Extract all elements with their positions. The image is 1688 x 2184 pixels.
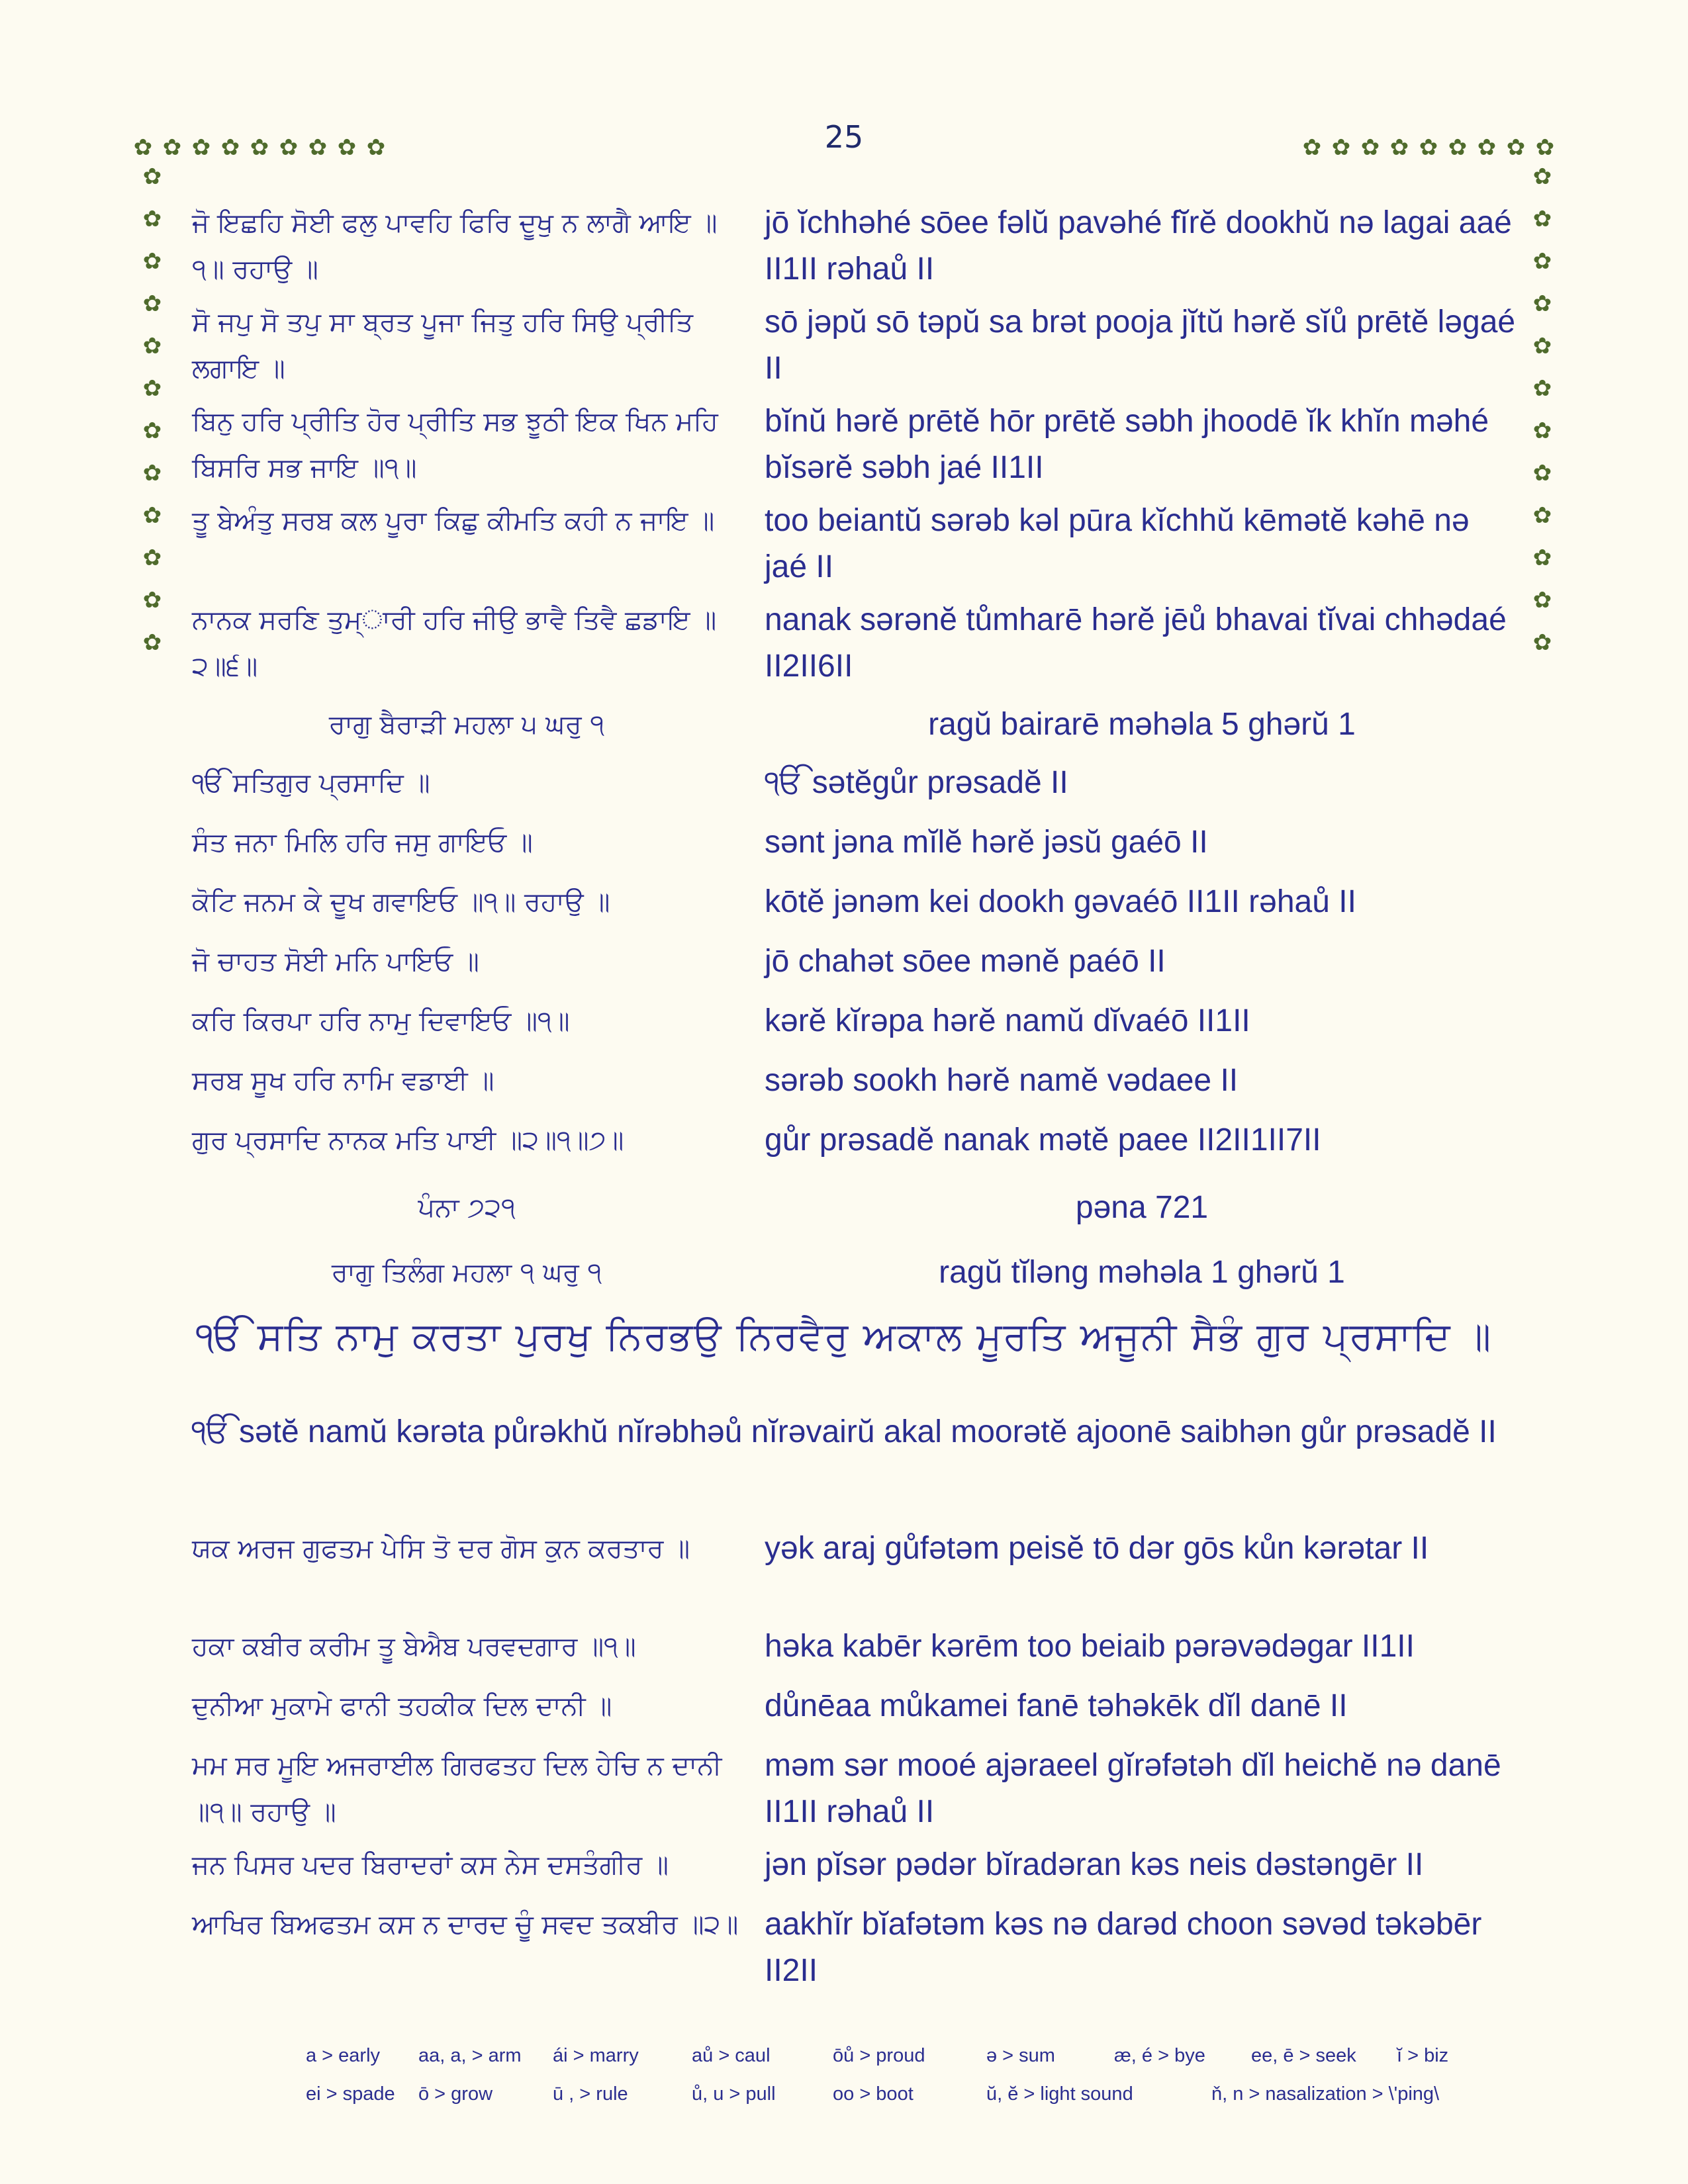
transliteration-line: sənt jəna mĭlĕ hərĕ jəsŭ gaéō II: [765, 825, 1208, 860]
raag-heading-translit: ragŭ bairarē məhəla 5 ghərŭ 1: [928, 707, 1356, 742]
flower-icon: ✿: [142, 502, 162, 529]
gurmukhi-line: ਕੋਟਿ ਜਨਮ ਕੇ ਦੂਖ ਗਵਾਇਓ ॥੧॥ ਰਹਾਉ ॥: [192, 887, 610, 917]
flower-icon: ✿: [142, 333, 162, 359]
flower-icon: ✿: [1360, 134, 1380, 161]
flower-icon: ✿: [250, 134, 269, 161]
flower-icon: ✿: [1532, 248, 1552, 275]
transliteration-line: aakhĭr bĭafətəm kəs nə darəd choon səvəd təkəbēr II2II: [765, 1907, 1482, 1988]
raag-heading: ਰਾਗੁ ਤਿਲੰਗ ਮਹਲਾ ੧ ਘਰੁ ੧: [331, 1257, 602, 1288]
flower-icon: ✿: [142, 248, 162, 275]
gurmukhi-line: ਆਖਿਰ ਬਿਅਫਤਮ ਕਸ ਨ ਦਾਰਦ ਚੂੰ ਸਵਦ ਤਕਬੀਰ ॥੨॥: [192, 1909, 739, 1940]
transliteration-line: too beiantŭ sərəb kəl pūra kĭchhŭ kēmətĕ kəhē nə jaé II: [765, 503, 1470, 584]
flower-icon: ✿: [142, 418, 162, 444]
transliteration-line: yək araj gůfətəm peisĕ tō dər gōs kůn kərətar II: [765, 1531, 1429, 1566]
flower-icon: ✿: [1532, 375, 1552, 402]
flower-icon: ✿: [1532, 163, 1552, 190]
flower-icon: ✿: [142, 460, 162, 486]
legend-item: ee, ē > seek: [1251, 2045, 1356, 2066]
transliteration-line: nanak sərənĕ tůmharē hərĕ jēů bhavai tĭvai chhədaé II2II6II: [765, 602, 1507, 684]
transliteration-line: bĭnŭ hərĕ prētĕ hōr prētĕ səbh jhoodē ĭk khĭn məhé bĭsərĕ səbh jaé II1II: [765, 404, 1489, 485]
flower-icon: ✿: [1532, 418, 1552, 444]
flower-icon: ✿: [1532, 206, 1552, 232]
gurmukhi-line: ਸਰਬ ਸੂਖ ਹਰਿ ਨਾਮਿ ਵਡਾਈ ॥: [192, 1066, 494, 1096]
transliteration-line: jō ĭchhəhé sōee fəlŭ pavəhé fĭrĕ dookhŭ nə lagai aaé II1II rəhaů II: [765, 205, 1512, 287]
transliteration-line: jən pĭsər pədər bĭradəran kəs neis dəstəngēr II: [765, 1847, 1424, 1882]
legend-item: ň, n > nasalization > \'ping\: [1211, 2083, 1440, 2105]
legend-item: oo > boot: [833, 2083, 914, 2105]
gurmukhi-line: ਯਕ ਅਰਜ ਗੁਫਤਮ ਪੇਸਿ ਤੋ ਦਰ ਗੋਸ ਕੁਨ ਕਰਤਾਰ ॥: [192, 1533, 690, 1564]
legend-item: æ, é > bye: [1114, 2045, 1205, 2066]
gurmukhi-line: ਜੋ ਚਾਹਤ ਸੋਈ ਮਨਿ ਪਾਇਓ ॥: [192, 946, 479, 977]
legend-item: ĭ > biz: [1397, 2045, 1449, 2066]
legend-item: ei > spade: [306, 2083, 395, 2105]
transliteration-line: ੴ sətĕgůr prəsadĕ II: [765, 765, 1068, 800]
flower-icon: ✿: [337, 134, 357, 161]
legend-item: ō > grow: [418, 2083, 493, 2105]
gurmukhi-line: ਸੋ ਜਪੁ ਸੋ ਤਪੁ ਸਾ ਬ੍ਰਤ ਪੂਜਾ ਜਿਤੁ ਹਰਿ ਸਿਉ ਪ੍ਰੀਤਿ ਲਗਾਇ ॥: [192, 307, 693, 384]
gurmukhi-line: ਮਮ ਸਰ ਮੂਇ ਅਜਰਾਈਲ ਗਿਰਫਤਹ ਦਿਲ ਹੇਚਿ ਨ ਦਾਨੀ ॥੧॥ ਰਹਾਉ ॥: [192, 1751, 722, 1827]
flower-icon: ✿: [1532, 629, 1552, 656]
flower-icon: ✿: [142, 206, 162, 232]
legend-item: ů, u > pull: [692, 2083, 776, 2105]
page-marker: ਪੰਨਾ ੭੨੧: [418, 1193, 516, 1223]
legend-item: ū , > rule: [553, 2083, 628, 2105]
flower-icon: ✿: [1532, 545, 1552, 571]
transliteration-line: kərĕ kĭrəpa hərĕ namŭ dĭvaéō II1II: [765, 1003, 1250, 1038]
flower-icon: ✿: [1448, 134, 1468, 161]
mool-mantar-translit: ੴ sətĕ namŭ kərəta půrəkhŭ nĭrəbhəů nĭrəvairŭ akal moorətĕ ajoonē saibhən gůr prəsadĕ II: [191, 1414, 1497, 1449]
transliteration-line: důnēaa můkamei fanē təhəkēk dĭl danē II: [765, 1688, 1348, 1723]
page-marker-translit: pəna 721: [1075, 1190, 1209, 1225]
raag-heading: ਰਾਗੁ ਬੈਰਾੜੀ ਮਹਲਾ ੫ ਘਰੁ ੧: [328, 709, 605, 740]
page-number: 25: [824, 119, 864, 155]
flower-icon: ✿: [1532, 333, 1552, 359]
flower-icon: ✿: [1419, 134, 1438, 161]
transliteration-line: jō chahət sōee mənĕ paéō II: [765, 944, 1166, 979]
flower-icon: ✿: [142, 587, 162, 614]
flower-icon: ✿: [142, 375, 162, 402]
transliteration-line: gůr prəsadĕ nanak mətĕ paee II2II1II7II: [765, 1122, 1321, 1158]
flower-icon: ✿: [1532, 587, 1552, 614]
gurmukhi-line: ਕਰਿ ਕਿਰਪਾ ਹਰਿ ਨਾਮੁ ਦਿਵਾਇਓ ॥੧॥: [192, 1006, 570, 1036]
flower-icon: ✿: [191, 134, 211, 161]
legend-item: ə > sum: [986, 2045, 1055, 2066]
gurmukhi-line: ਜੋ ਇਛਹਿ ਸੋਈ ਫਲੁ ਪਾਵਹਿ ਫਿਰਿ ਦੂਖੁ ਨ ਲਾਗੈ ਆਇ ॥੧॥ ਰਹਾਉ ॥: [192, 208, 718, 285]
flower-icon: ✿: [1506, 134, 1526, 161]
flower-icon: ✿: [142, 629, 162, 656]
flower-icon: ✿: [142, 163, 162, 190]
legend-item: ái > marry: [553, 2045, 639, 2066]
legend-item: a > early: [306, 2045, 381, 2066]
flower-icon: ✿: [162, 134, 182, 161]
legend-item: aů > caul: [692, 2045, 771, 2066]
gurmukhi-line: ਸੰਤ ਜਨਾ ਮਿਲਿ ਹਰਿ ਜਸੁ ਗਾਇਓ ॥: [192, 827, 533, 858]
transliteration-line: sərəb sookh hərĕ namĕ vədaee II: [765, 1063, 1239, 1098]
flower-icon: ✿: [1535, 134, 1555, 161]
mool-mantar: ੴ ਸਤਿ ਨਾਮੁ ਕਰਤਾ ਪੁਰਖੁ ਨਿਰਭਉ ਨਿਰਵੈਰੁ ਅਕਾਲ ਮੂਰਤਿ ਅਜੂਨੀ ਸੈਭੰ ਗੁਰ ਪ੍ਰਸਾਦਿ ॥: [195, 1314, 1493, 1359]
legend-item: ōů > proud: [833, 2045, 925, 2066]
flower-icon: ✿: [1302, 134, 1322, 161]
flower-icon: ✿: [220, 134, 240, 161]
flower-icon: ✿: [1477, 134, 1497, 161]
transliteration-line: məm sər mooé ajəraeel gĭrəfətəh dĭl heichĕ nə danē II1II rəhaů II: [765, 1748, 1501, 1829]
gurmukhi-line: ਤੂ ਬੇਅੰਤੁ ਸਰਬ ਕਲ ਪੂਰਾ ਕਿਛੁ ਕੀਮਤਿ ਕਹੀ ਨ ਜਾਇ ॥: [192, 506, 715, 536]
flower-icon: ✿: [1532, 291, 1552, 317]
raag-heading-translit: ragŭ tĭləng məhəla 1 ghərŭ 1: [939, 1255, 1345, 1290]
transliteration-line: sō jəpŭ sō təpŭ sa brət pooja jĭtŭ hərĕ sĭů prētĕ ləgaé II: [765, 304, 1516, 386]
flower-icon: ✿: [1389, 134, 1409, 161]
gurmukhi-line: ੴ ਸਤਿਗੁਰ ਪ੍ਰਸਾਦਿ ॥: [192, 768, 430, 798]
flower-icon: ✿: [1331, 134, 1351, 161]
gurmukhi-line: ਗੁਰ ਪ੍ਰਸਾਦਿ ਨਾਨਕ ਮਤਿ ਪਾਈ ॥੨॥੧॥੭॥: [192, 1125, 624, 1156]
flower-icon: ✿: [308, 134, 328, 161]
transliteration-line: həka kabēr kərēm too beiaib pərəvədəgar II1II: [765, 1629, 1415, 1664]
flower-icon: ✿: [142, 291, 162, 317]
legend-item: ŭ, ĕ > light sound: [986, 2083, 1133, 2105]
gurmukhi-line: ਜਨ ਪਿਸਰ ਪਦਰ ਬਿਰਾਦਰਾਂ ਕਸ ਨੇਸ ਦਸਤੰਗੀਰ ॥: [192, 1850, 669, 1880]
flower-icon: ✿: [133, 134, 153, 161]
flower-icon: ✿: [279, 134, 299, 161]
legend-item: aa, a, > arm: [418, 2045, 522, 2066]
gurmukhi-line: ਬਿਨੁ ਹਰਿ ਪ੍ਰੀਤਿ ਹੋਰ ਪ੍ਰੀਤਿ ਸਭ ਝੂਠੀ ਇਕ ਖਿਨ ਮਹਿ ਬਿਸਰਿ ਸਭ ਜਾਇ ॥੧॥: [192, 406, 718, 483]
flower-icon: ✿: [1532, 502, 1552, 529]
flower-icon: ✿: [366, 134, 386, 161]
gurmukhi-line: ਨਾਨਕ ਸਰਣਿ ਤੁਮ੍ਾਰੀ ਹਰਿ ਜੀਉ ਭਾਵੈ ਤਿਵੈ ਛਡਾਇ ॥੨॥੬॥: [192, 605, 717, 682]
transliteration-line: kōtĕ jənəm kei dookh gəvaéō II1II rəhaů II: [765, 884, 1356, 919]
gurmukhi-line: ਹਕਾ ਕਬੀਰ ਕਰੀਮ ਤੂ ਬੇਐਬ ਪਰਵਦਗਾਰ ॥੧॥: [192, 1631, 636, 1662]
gurmukhi-line: ਦੁਨੀਆ ਮੁਕਾਮੇ ਫਾਨੀ ਤਹਕੀਕ ਦਿਲ ਦਾਨੀ ॥: [192, 1691, 612, 1721]
flower-icon: ✿: [1532, 460, 1552, 486]
flower-icon: ✿: [142, 545, 162, 571]
